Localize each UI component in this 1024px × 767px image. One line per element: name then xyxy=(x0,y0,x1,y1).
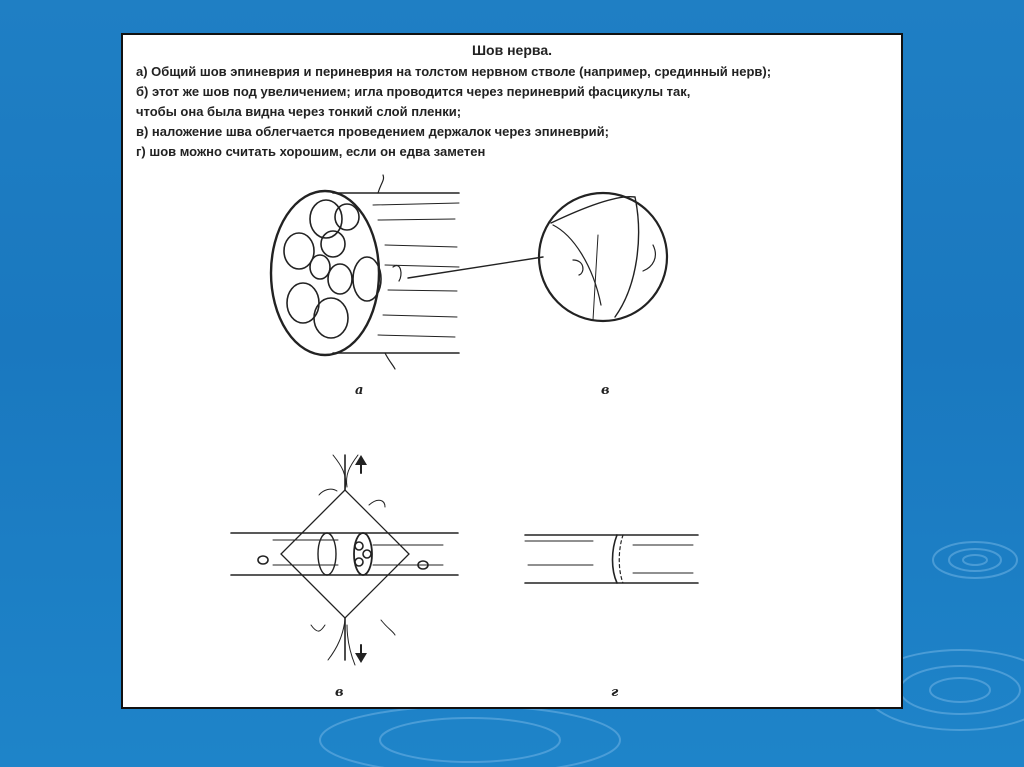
figure-label-a: а xyxy=(355,383,364,398)
nerve-suture-drawings xyxy=(123,35,905,711)
figure-panel xyxy=(121,33,903,709)
caption-line-v: в) наложение шва облегчается проведением держалок через эпиневрий; xyxy=(136,124,609,139)
stay-suture-drawing xyxy=(231,455,458,665)
caption-line-g: г) шов можно считать хорошим, если он едва заметен xyxy=(136,144,486,159)
caption-line-b: б) этот же шов под увеличением; игла проводится через периневрий фасцикулы так, xyxy=(136,84,691,99)
arrow-down-head-icon xyxy=(355,653,367,663)
caption-line-a: а) Общий шов эпиневрия и периневрия на толстом нервном стволе (например, срединный нерв); xyxy=(136,64,772,79)
figure-label-v: в xyxy=(335,685,344,700)
figure-label-g: г xyxy=(611,685,619,700)
figure-title: Шов нерва. xyxy=(471,42,552,58)
nerve-cross-section-drawing xyxy=(271,175,543,369)
figure-label-b: в xyxy=(601,383,610,398)
caption-line-b-cont: чтобы она была видна через тонкий слой пленки; xyxy=(136,104,462,119)
completed-suture-drawing xyxy=(525,535,698,583)
magnified-detail-drawing xyxy=(539,193,667,321)
